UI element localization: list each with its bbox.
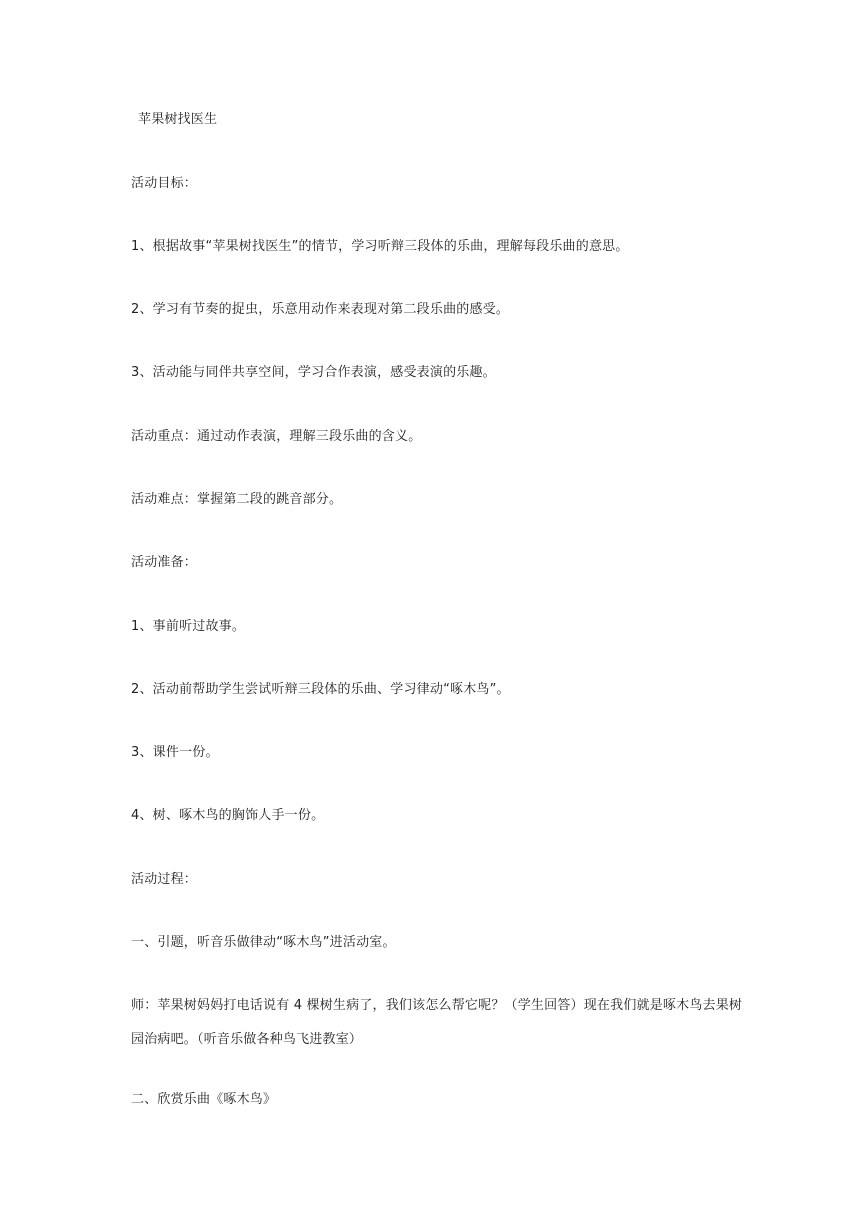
prep-item-3: 3、课件一份。: [131, 745, 219, 760]
key-point: 活动重点：通过动作表演，理解三段乐曲的含义。: [131, 429, 422, 444]
goals-heading: 活动目标：: [131, 176, 198, 191]
document-title: 苹果树找医生: [138, 112, 218, 127]
prep-item-1: 1、事前听过故事。: [131, 619, 246, 634]
goal-item-3: 3、活动能与同伴共享空间，学习合作表演，感受表演的乐趣。: [131, 365, 496, 380]
prep-item-4: 4、树、啄木鸟的胸饰人手一份。: [131, 808, 325, 823]
process-step-1: 一、引题，听音乐做律动“啄木鸟”进活动室。: [131, 935, 396, 950]
prep-heading: 活动准备：: [131, 555, 198, 570]
process-step-2: 二、欣赏乐曲《啄木鸟》: [131, 1092, 277, 1107]
difficulty-point: 活动难点：掌握第二段的跳音部分。: [131, 492, 343, 507]
process-heading: 活动过程：: [131, 872, 198, 887]
goal-item-2: 2、学习有节奏的捉虫，乐意用动作来表现对第二段乐曲的感受。: [131, 302, 510, 317]
prep-item-2: 2、活动前帮助学生尝试听辩三段体的乐曲、学习律动“啄木鸟”。: [131, 682, 510, 697]
goal-item-1: 1、根据故事“苹果树找医生”的情节，学习听辩三段体的乐曲，理解每段乐曲的意思。: [131, 239, 629, 254]
teacher-dialogue: 师：苹果树妈妈打电话说有 4 棵树生病了，我们该怎么帮它呢？（学生回答）现在我们就是啄木鸟去果树园治病吧。（听音乐做各种鸟飞进教室）: [131, 998, 743, 1047]
